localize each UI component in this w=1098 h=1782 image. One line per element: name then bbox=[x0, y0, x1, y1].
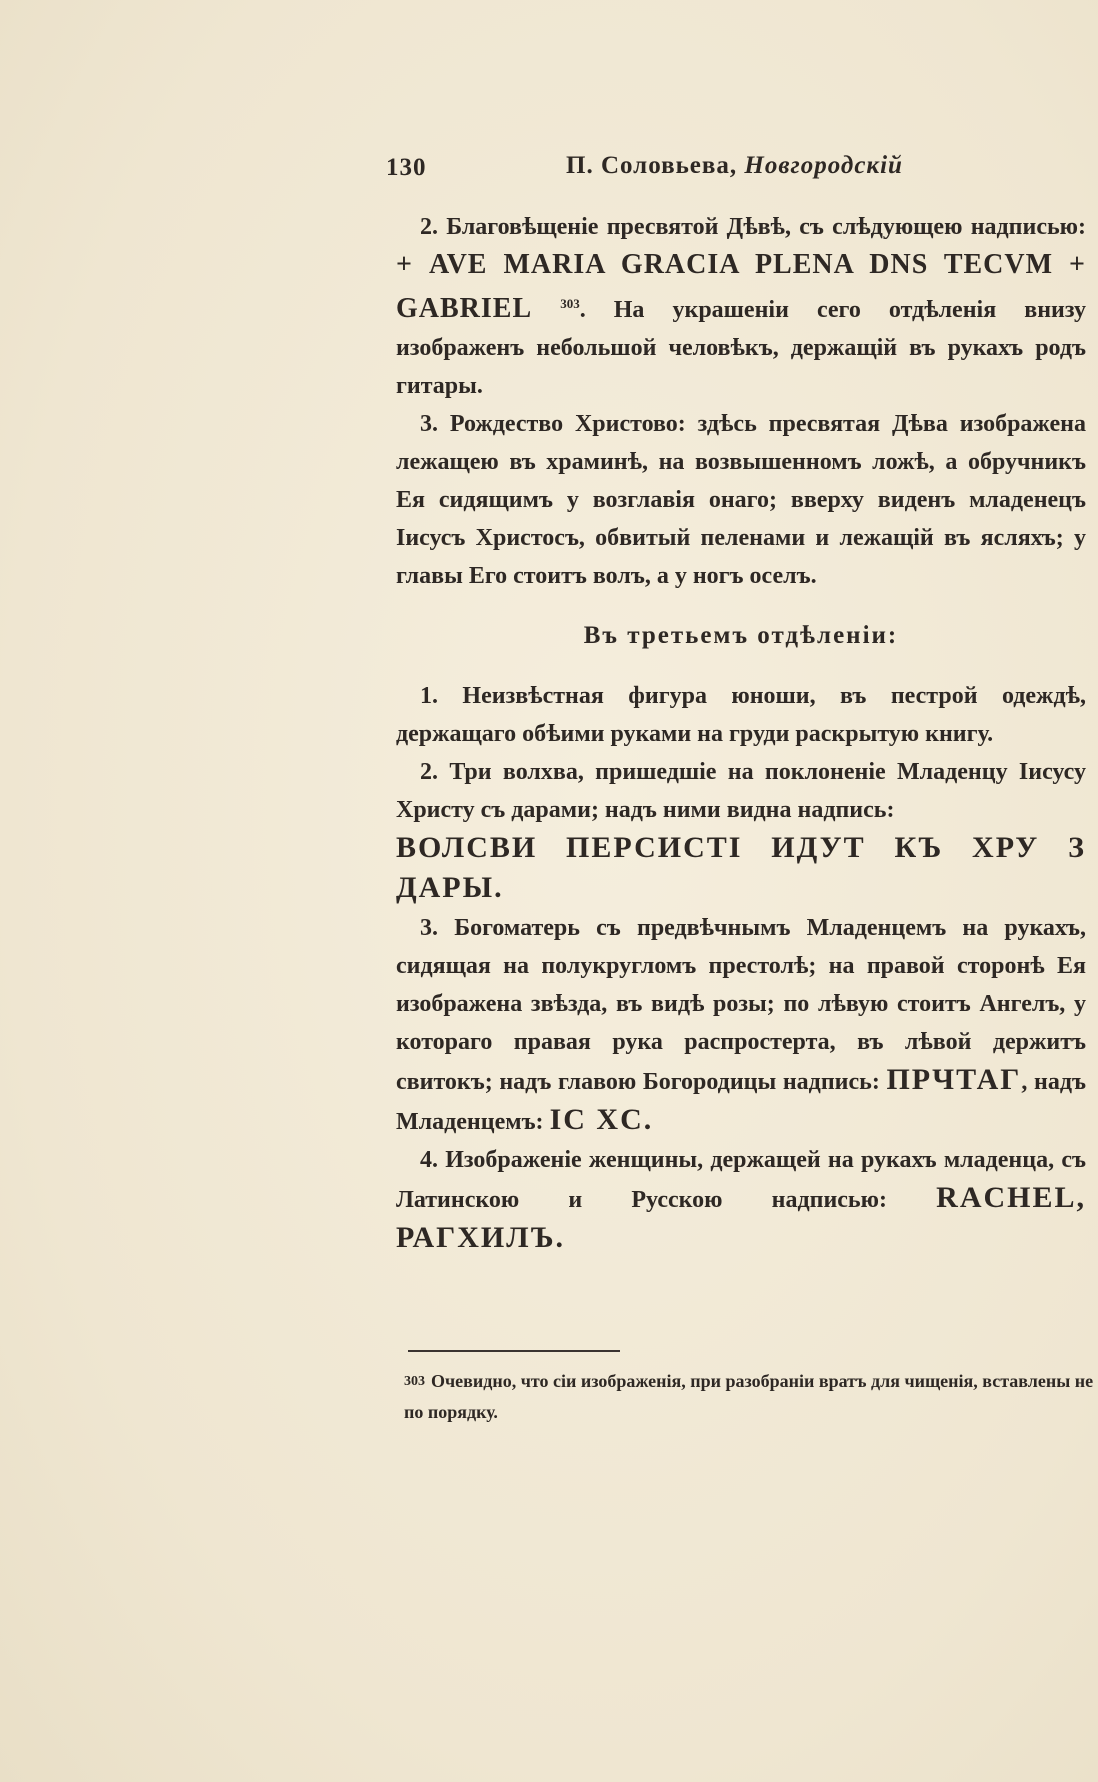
footnote-number: 303 bbox=[404, 1374, 425, 1389]
paragraph-annunciation bbox=[396, 208, 1086, 405]
slavonic-inscription-christ: IC XC. bbox=[549, 1103, 654, 1136]
paragraph-theotokos bbox=[396, 909, 1086, 1141]
p4-start: 2. Три волхва, пришедшіе на поклоненіе Младенцу Іисусу Христу съ дарами; надъ ними видна надпись: bbox=[396, 759, 1086, 823]
p5-mid: , надъ Младенцемъ: bbox=[396, 1069, 1086, 1135]
latin-inscription: + AVE MARIA GRACIA PLENA DNS TECVM + GABRIEL bbox=[396, 249, 1086, 324]
running-title bbox=[566, 152, 903, 180]
main-text bbox=[396, 208, 1086, 1259]
section-heading: Въ третьемъ отдѣленіи: bbox=[583, 622, 899, 649]
header-title: Новгородскій bbox=[744, 152, 903, 179]
header-author: П. Соловьева, bbox=[566, 152, 738, 179]
paragraph-nativity: 3. Рождество Христово: здѣсь пресвятая Дѣва изображена лежащею въ храминѣ, на возвышенномъ ложѣ, а обручникъ Ея сидящимъ у возглавія онаго; вверху виденъ младенецъ Іисусъ Христосъ, обвитый пеленами и лежащій въ ясляхъ; у главы Его стоитъ волъ, а у ногъ оселъ. bbox=[396, 411, 1086, 589]
footnote bbox=[404, 1366, 1094, 1427]
p6-start: 4. Изображеніе женщины, держащей на рукахъ младенца, съ Латинскою и Русскою надписью: bbox=[396, 1147, 1086, 1213]
page-number: 130 bbox=[386, 154, 427, 181]
footnote-rule bbox=[408, 1350, 620, 1352]
footnote-text: Очевидно, что сіи изображенія, при разобраніи вратъ для чищенія, вставлены не по порядку. bbox=[404, 1371, 1094, 1422]
running-header bbox=[386, 150, 1076, 190]
paragraph-youth: 1. Неизвѣстная фигура юноши, въ пестрой одеждѣ, держащаго обѣими руками на груди раскрытую книгу. bbox=[396, 683, 1086, 747]
slavonic-inscription-theotokos: ПРЧТАГ bbox=[886, 1063, 1022, 1096]
rachel-inscription: RACHEL, РАГХИЛЪ. bbox=[396, 1181, 1087, 1254]
paragraph-magi bbox=[396, 753, 1086, 909]
p1-start: 2. Благовѣщеніе пресвятой Дѣвѣ, съ слѣдующею надписью: bbox=[420, 214, 1086, 240]
p1-end: . На украшеніи сего отдѣленія внизу изображенъ небольшой человѣкъ, держащій въ рукахъ родъ гитары. bbox=[396, 297, 1087, 399]
p5-start: 3. Богоматерь съ предвѣчнымъ Младенцемъ на рукахъ, сидящая на полукругломъ престолѣ; на правой сторонѣ Ея изображена звѣзда, въ видѣ розы; по лѣвую стоитъ Ангелъ, у котораго правая рука распростерта, въ лѣвой держитъ свитокъ; надъ главою Богородицы надпись: bbox=[396, 915, 1086, 1095]
paragraph-rachel bbox=[396, 1141, 1086, 1259]
footnote-ref: 303 bbox=[560, 296, 580, 311]
slavonic-inscription-magi: ВОЛСВИ ПЕРСИСТІ ИДУТ КЪ ХРУ З ДАРЫ. bbox=[396, 831, 1086, 904]
